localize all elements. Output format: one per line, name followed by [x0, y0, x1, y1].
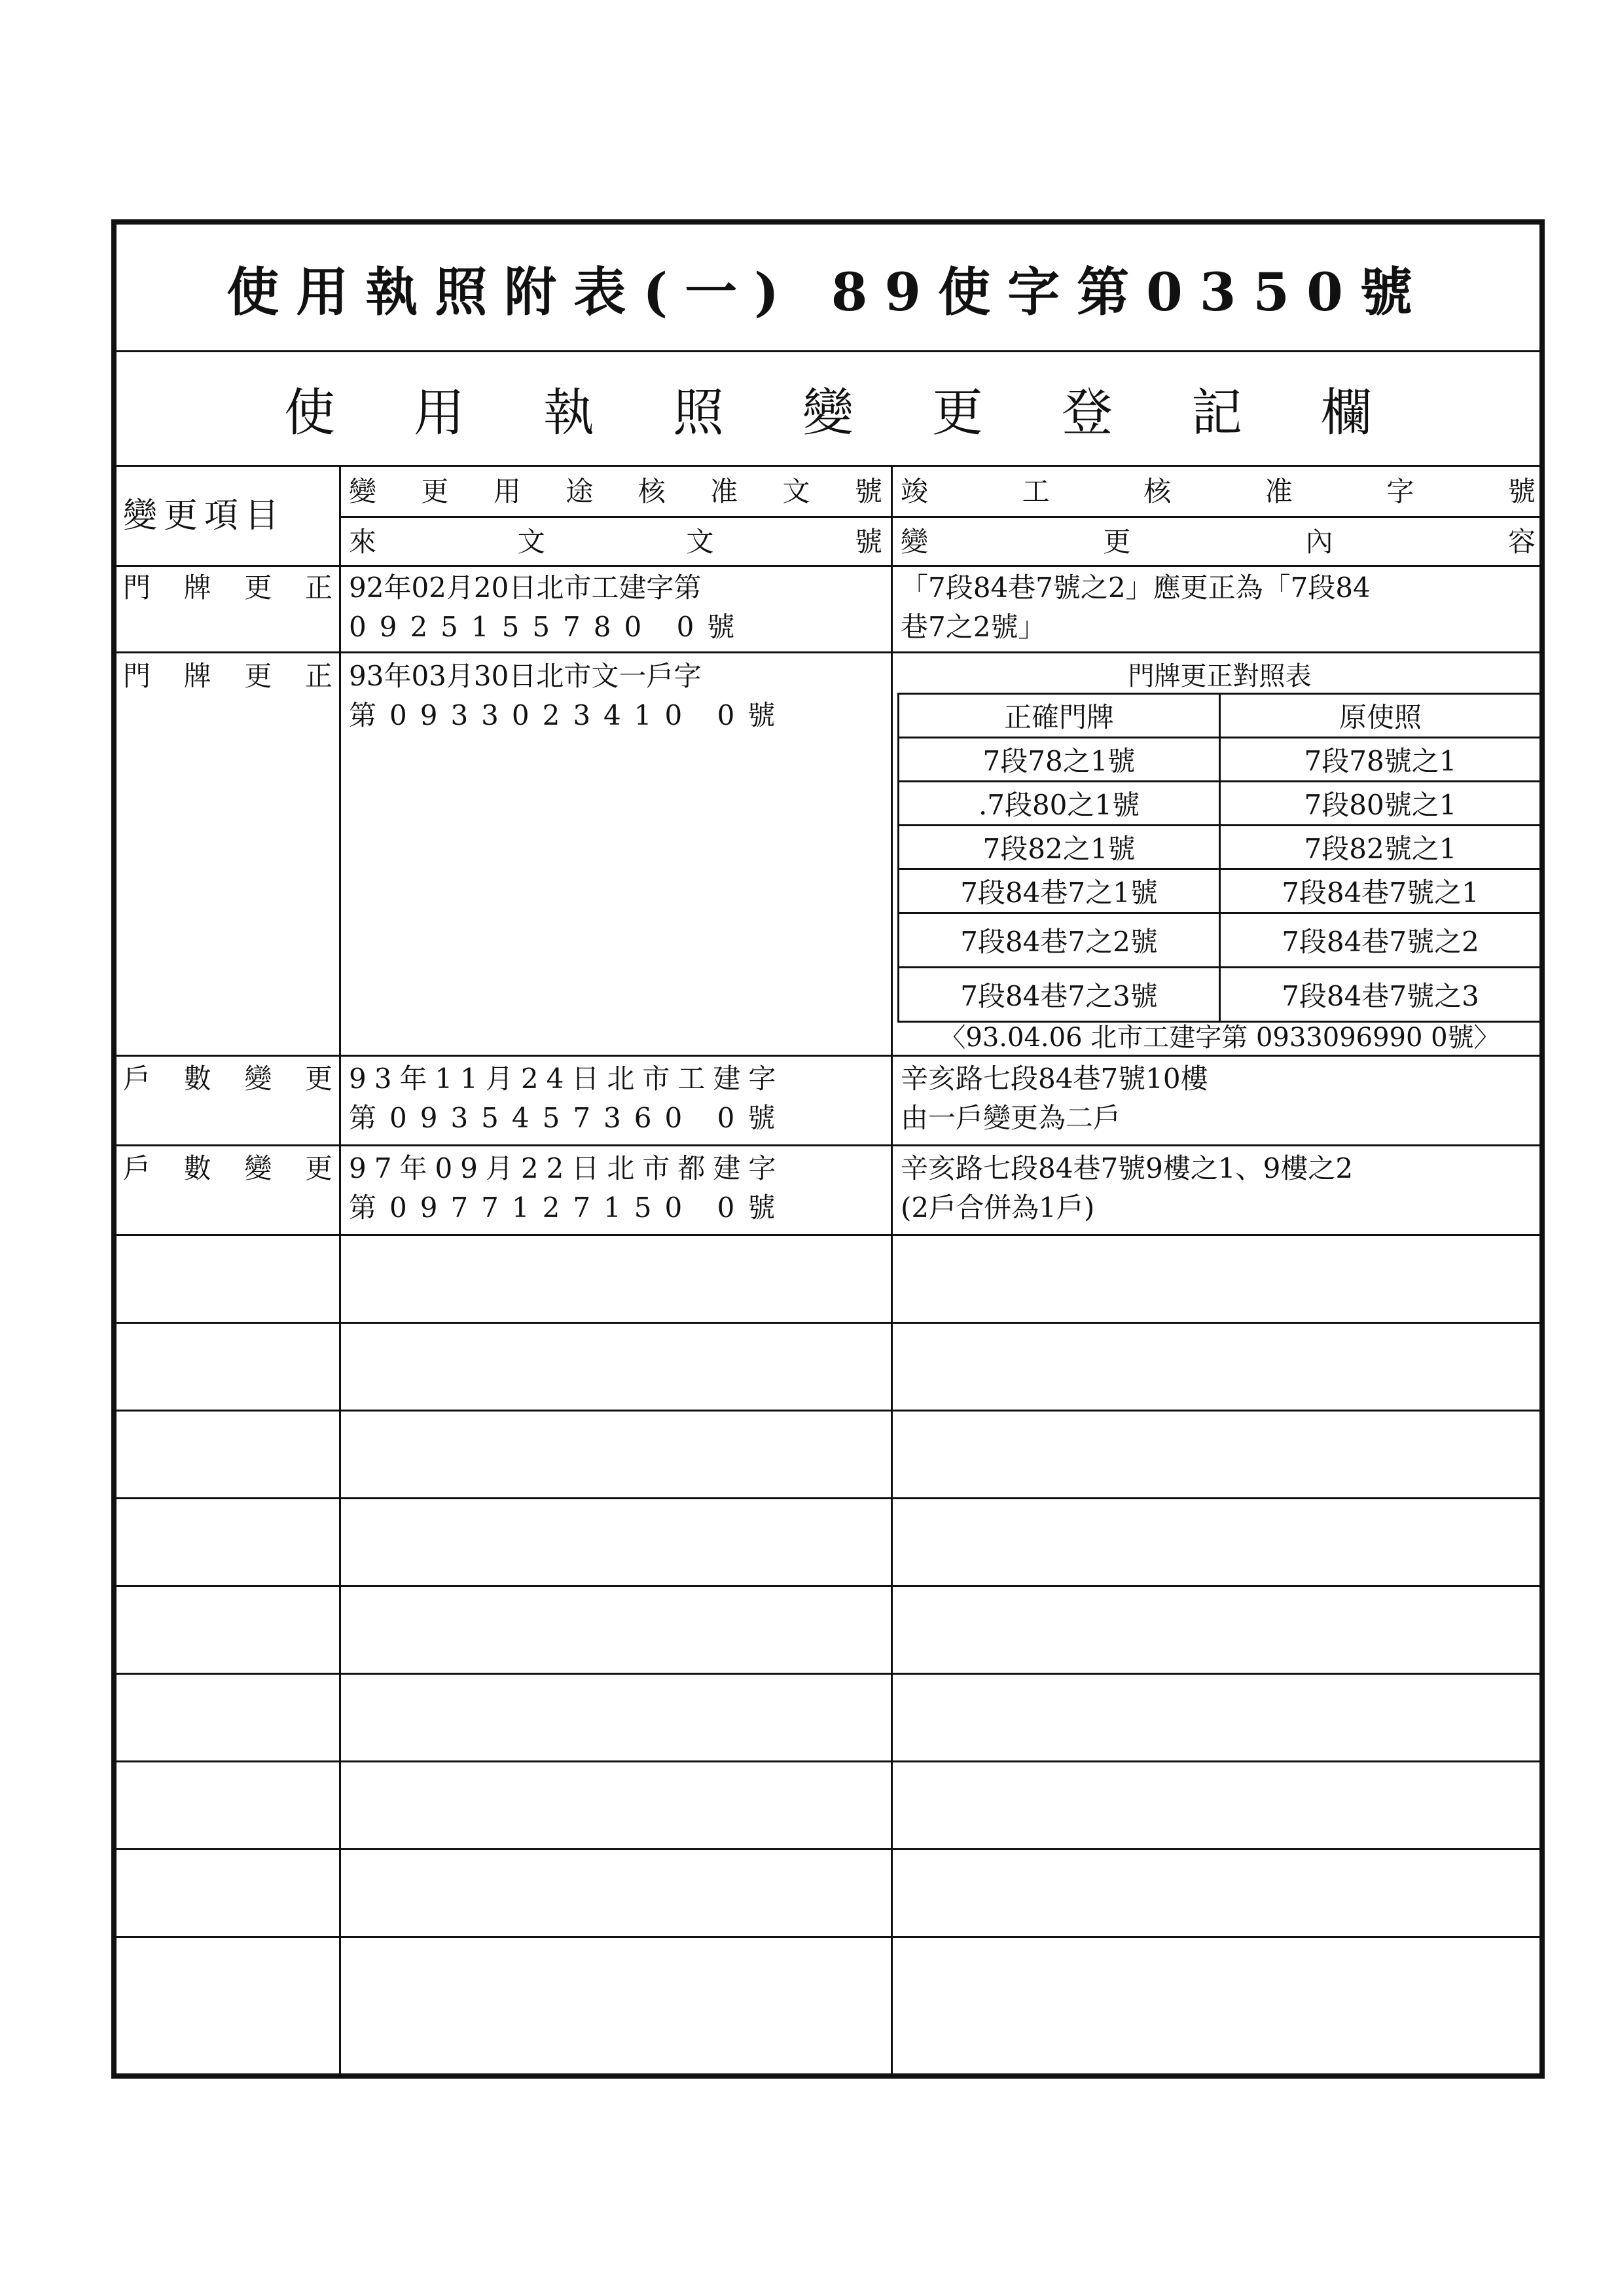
cell-original: 7段78號之1 [1220, 738, 1541, 782]
row-divider [117, 651, 1539, 653]
address-mapping-table [897, 693, 1542, 1023]
form-subtitle-row [117, 352, 1539, 467]
entry-content-line1: 「7段84巷7號之2」應更正為「7段84 [901, 572, 1371, 604]
cell-original: 7段80號之1 [1220, 782, 1541, 826]
cell-correct: 7段84巷7之2號 [899, 913, 1220, 968]
form-title: 使用執照附表(一) 89使字第0350號 [226, 261, 1429, 323]
entry-content-line2: 巷7之2號」 [901, 611, 1046, 643]
cell-correct: 7段84巷7之3號 [899, 968, 1220, 1022]
entry-doc-line1: 97年09月22日北市都建字 [349, 1152, 784, 1184]
entry-item: 門 牌 更 正 [123, 572, 333, 604]
row-divider [117, 1936, 1539, 1938]
entry-content-line2: (2戶合併為1戶) [901, 1192, 1095, 1224]
cell-original: 7段82號之1 [1220, 826, 1541, 869]
entry-doc-line2: 第0977127150 0號 [349, 1192, 789, 1224]
row-divider [117, 1322, 1539, 1324]
header-content-bottom: 變 更 內 容 [901, 526, 1536, 558]
cell-original: 7段84巷7號之2 [1220, 913, 1541, 968]
col-original-header: 原使照 [1220, 694, 1541, 738]
table-header-row [899, 694, 1541, 738]
row-divider [117, 1410, 1539, 1412]
mapping-table-title: 門牌更正對照表 [1128, 661, 1312, 691]
entry-doc-line1: 93年11月24日北市工建字 [349, 1063, 784, 1095]
cell-correct: .7段80之1號 [899, 782, 1220, 826]
header-approval-top: 變 更 用 途 核 准 文 號 [349, 475, 882, 507]
table-row [899, 913, 1541, 968]
entry-doc-line1: 93年03月30日北市文一戶字 [349, 660, 702, 692]
cell-original: 7段84巷7號之3 [1220, 968, 1541, 1022]
entry-content-line2: 由一戶變更為二戶 [901, 1102, 1121, 1134]
license-form [111, 219, 1545, 2079]
entry-doc-line2: 第0935457360 0號 [349, 1102, 789, 1134]
entry-doc-line2: 第0933023410 0號 [349, 699, 789, 731]
header-content-top: 竣 工 核 准 字 號 [901, 475, 1536, 507]
cell-original: 7段84巷7號之1 [1220, 869, 1541, 913]
entry-item: 門 牌 更 正 [123, 660, 333, 692]
row-divider [117, 565, 1539, 567]
entry-item: 戶 數 變 更 [123, 1063, 333, 1095]
cell-correct: 7段84巷7之1號 [899, 869, 1220, 913]
table-row [899, 968, 1541, 1022]
form-title-row [117, 225, 1539, 352]
change-register-grid [117, 467, 1539, 2073]
table-row [899, 826, 1541, 869]
entry-doc-line1: 92年02月20日北市工建字第 [349, 572, 702, 604]
row-divider [117, 1234, 1539, 1236]
row-divider [117, 1585, 1539, 1587]
entry-content-line1: 辛亥路七段84巷7號10樓 [901, 1063, 1208, 1095]
column-divider [891, 467, 893, 2073]
mapping-table-note: 〈93.04.06 北市工建字第 0933096990 0號〉 [939, 1023, 1500, 1053]
col-correct-header: 正確門牌 [899, 694, 1220, 738]
entry-content-line1: 辛亥路七段84巷7號9樓之1、9樓之2 [901, 1152, 1354, 1184]
form-subtitle: 使用執照變更登記欄 [283, 384, 1450, 443]
row-divider [117, 1144, 1539, 1146]
header-divider [339, 516, 1539, 518]
row-divider [117, 1760, 1539, 1762]
table-row [899, 782, 1541, 826]
header-approval-bottom: 來 文 文 號 [349, 526, 882, 558]
row-divider [117, 1055, 1539, 1057]
header-item: 變更項目 [123, 496, 286, 536]
row-divider [117, 1673, 1539, 1675]
row-divider [117, 1848, 1539, 1850]
row-divider [117, 1497, 1539, 1499]
cell-correct: 7段82之1號 [899, 826, 1220, 869]
entry-item: 戶 數 變 更 [123, 1152, 333, 1184]
column-divider [339, 467, 341, 2073]
cell-correct: 7段78之1號 [899, 738, 1220, 782]
table-row [899, 738, 1541, 782]
table-row [899, 869, 1541, 913]
entry-doc-line2: 0925155780 0號 [349, 611, 748, 643]
